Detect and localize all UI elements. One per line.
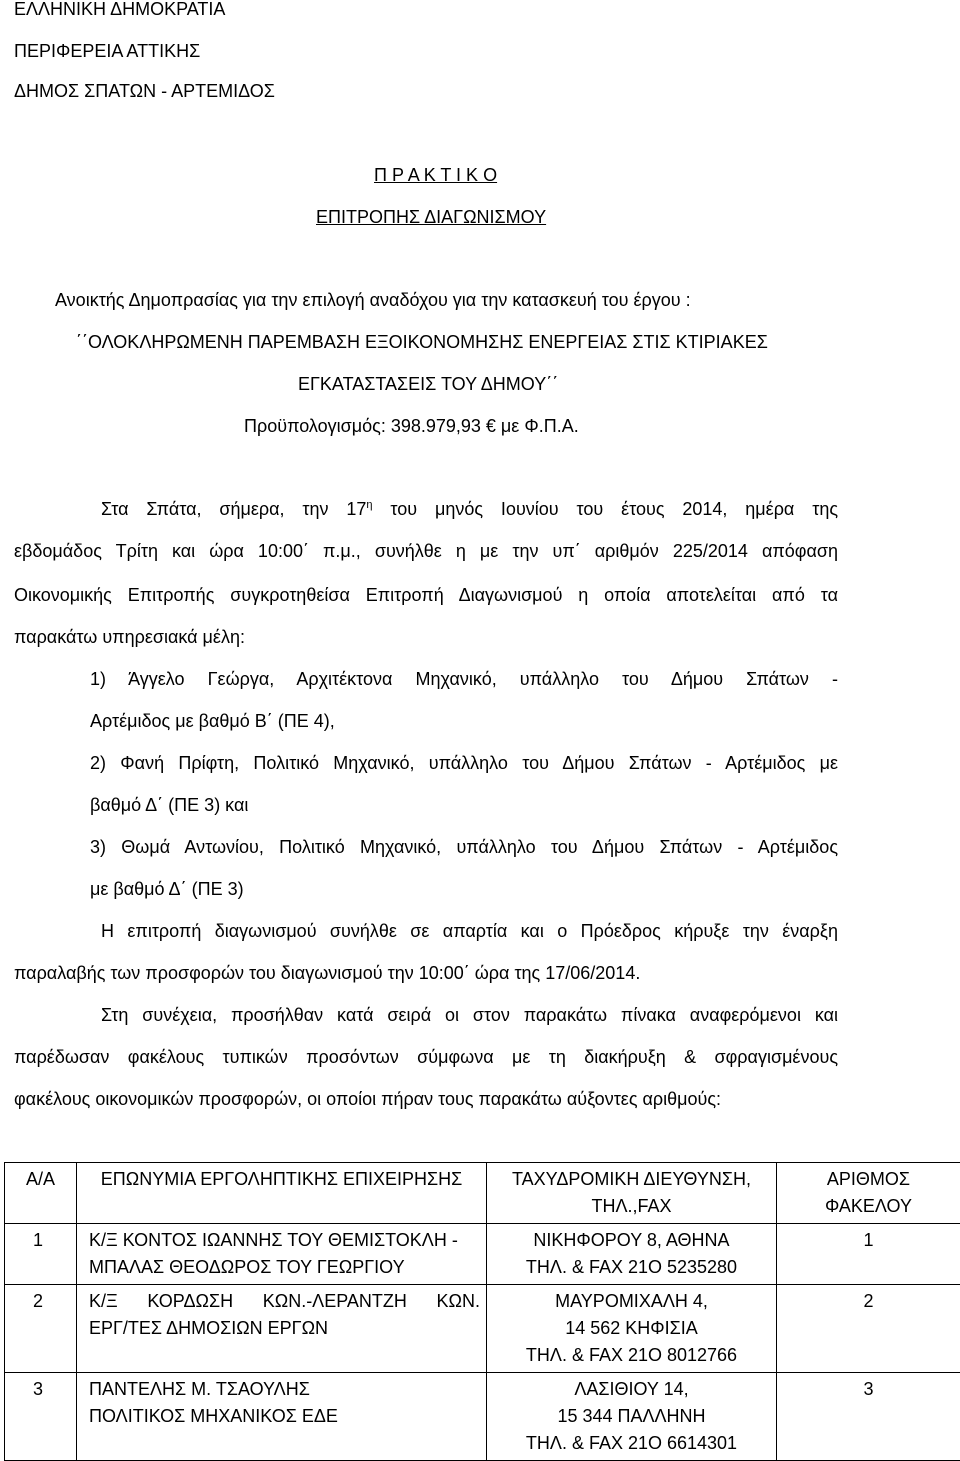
header-address [487, 1163, 777, 1224]
row-company-line-2: ΜΠΑΛΑΣ ΘΕΟΔΩΡΟΣ ΤΟΥ ΓΕΩΡΓΙΟΥ [89, 1254, 480, 1281]
row-file-number: 3 [777, 1373, 960, 1461]
document-subtitle: ΕΠΙΤΡΟΠΗΣ ΔΙΑΓΩΝΙΣΜΟΥ [316, 206, 546, 228]
row-company-line-1: Κ/Ξ ΚΟΝΤΟΣ ΙΩΑΝΝΗΣ ΤΟΥ ΘΕΜΙΣΤΟΚΛΗ - [89, 1227, 480, 1254]
member-3-line-1: 3) Θωμά Αντωνίου, Πολιτικό Μηχανικό, υπάλληλο του Δήμου Σπάτων - Αρτέμιδος [90, 836, 838, 858]
body-intro-line-4: παρακάτω υπηρεσιακά μέλη: [14, 626, 245, 648]
subject-line-1: Ανοικτής Δημοπρασίας για την επιλογή αναδόχου για την κατασκευή του έργου : [55, 289, 691, 311]
table-row [5, 1373, 960, 1461]
table-row [5, 1224, 960, 1285]
row-address-line-2: 14 562 ΚΗΦΙΣΙΑ [493, 1315, 770, 1342]
header-file-line-1: ΑΡΙΘΜΟΣ [783, 1166, 954, 1193]
header-file-number [777, 1163, 960, 1224]
row-file-number: 2 [777, 1285, 960, 1373]
row-address-line-2: 15 344 ΠΑΛΛΗΝΗ [493, 1403, 770, 1430]
bidders-table [4, 1162, 960, 1461]
member-1-line-2: Αρτέμιδος με βαθμό Β΄ (ΠΕ 4), [90, 710, 335, 732]
table-header-row [5, 1163, 960, 1224]
row-company-line-2: ΠΟΛΙΤΙΚΟΣ ΜΗΧΑΝΙΚΟΣ ΕΔΕ [89, 1403, 480, 1430]
body-intro-line-3: Οικονομικής Επιτροπής συγκροτηθείσα Επιτροπή Διαγωνισμού η οποία αποτελείται από τα [14, 584, 838, 606]
row-address [487, 1224, 777, 1285]
header-address-line-1: ΤΑΧΥΔΡΟΜΙΚΗ ΔΙΕΥΘΥΝΣΗ, [493, 1166, 770, 1193]
row-file-number: 1 [777, 1224, 960, 1285]
member-2-line-2: βαθμό Δ΄ (ΠΕ 3) και [90, 794, 248, 816]
row-address-line-1: ΜΑΥΡΟΜΙΧΑΛΗ 4, [493, 1288, 770, 1315]
row-company-line-2: ΕΡΓ/ΤΕΣ ΔΗΜΟΣΙΩΝ ΕΡΓΩΝ [89, 1315, 480, 1342]
row-address-line-1: ΝΙΚΗΦΟΡΟΥ 8, ΑΘΗΝΑ [493, 1227, 770, 1254]
row-address-line-1: ΛΑΣΙΘΙΟΥ 14, [493, 1376, 770, 1403]
header-line-3: ΔΗΜΟΣ ΣΠΑΤΩΝ - ΑΡΤΕΜΙΔΟΣ [14, 80, 275, 102]
quorum-line-1: Η επιτροπή διαγωνισμού συνήλθε σε απαρτία και ο Πρόεδρος κήρυξε την έναρξη [101, 920, 838, 942]
row-company-name [77, 1373, 487, 1461]
row-company-name [77, 1224, 487, 1285]
body-intro-line-2: εβδομάδος Τρίτη και ώρα 10:00΄ π.μ., συνήλθε η με την υπ΄ αριθμόν 225/2014 απόφαση [14, 540, 838, 562]
row-address [487, 1285, 777, 1373]
header-address-line-2: ΤΗΛ.,FAX [493, 1193, 770, 1220]
header-line-2: ΠΕΡΙΦΕΡΕΙΑ ΑΤΤΙΚΗΣ [14, 40, 200, 62]
row-aa: 1 [5, 1224, 77, 1285]
body-intro-line-1 [101, 498, 838, 520]
row-aa: 2 [5, 1285, 77, 1373]
quorum-line-2: παραλαβής των προσφορών του διαγωνισμού την 10:00΄ ώρα της 17/06/2014. [14, 962, 640, 984]
row-company-line-1: Κ/Ξ ΚΟΡΔΩΣΗ ΚΩΝ.-ΛΕΡΑΝΤΖΗ ΚΩΝ. [89, 1288, 480, 1315]
header-company-name: ΕΠΩΝΥΜΙΑ ΕΡΓΟΛΗΠΤΙΚΗΣ ΕΠΙΧΕΙΡΗΣΗΣ [77, 1163, 487, 1224]
body-intro-date: Στα Σπάτα, σήμερα, την 17 [101, 499, 366, 519]
document-title: Π Ρ Α Κ Τ Ι Κ Ο [374, 164, 497, 186]
header-line-1: ΕΛΛΗΝΙΚΗ ΔΗΜΟΚΡΑΤΙΑ [14, 0, 225, 20]
body-intro-rest: του μηνός Ιουνίου του έτους 2014, ημέρα της [373, 499, 838, 519]
bidders-line-1: Στη συνέχεια, προσήλθαν κατά σειρά οι στον παρακάτω πίνακα αναφερόμενοι και [101, 1004, 838, 1026]
member-1-line-1: 1) Άγγελο Γεώργα, Αρχιτέκτονα Μηχανικό, υπάλληλο του Δήμου Σπάτων - [90, 668, 838, 690]
header-file-line-2: ΦΑΚΕΛΟΥ [783, 1193, 954, 1220]
row-address-line-3: ΤΗΛ. & FAX 21Ο 8012766 [493, 1342, 770, 1369]
subject-line-2: ΄΄ΟΛΟΚΛΗΡΩΜΕΝΗ ΠΑΡΕΜΒΑΣΗ ΕΞΟΙΚΟΝΟΜΗΣΗΣ ΕΝΕΡΓΕΙΑΣ ΣΤΙΣ ΚΤΙΡΙΑΚΕΣ [76, 331, 768, 353]
table-row [5, 1285, 960, 1373]
member-2-line-1: 2) Φανή Πρίφτη, Πολιτικό Μηχανικό, υπάλληλο του Δήμου Σπάτων - Αρτέμιδος με [90, 752, 838, 774]
bidders-line-3: φακέλους οικονομικών προσφορών, οι οποίοι πήραν τους παρακάτω αύξοντες αριθμούς: [14, 1088, 721, 1110]
header-aa: Α/Α [5, 1163, 77, 1224]
row-company-name [77, 1285, 487, 1373]
body-intro-superscript: η [366, 499, 372, 511]
subject-line-3: ΕΓΚΑΤΑΣΤΑΣΕΙΣ ΤΟΥ ΔΗΜΟΥ΄΄ [298, 373, 558, 395]
row-address-line-2: ΤΗΛ. & FAX 21Ο 5235280 [493, 1254, 770, 1281]
bidders-line-2: παρέδωσαν φακέλους τυπικών προσόντων σύμφωνα με τη διακήρυξη & σφραγισμένους [14, 1046, 838, 1068]
row-address-line-3: ΤΗΛ. & FAX 21Ο 6614301 [493, 1430, 770, 1457]
member-3-line-2: με βαθμό Δ΄ (ΠΕ 3) [90, 878, 244, 900]
row-address [487, 1373, 777, 1461]
subject-budget: Προϋπολογισμός: 398.979,93 € με Φ.Π.Α. [244, 415, 579, 437]
row-aa: 3 [5, 1373, 77, 1461]
row-company-line-1: ΠΑΝΤΕΛΗΣ Μ. ΤΣΑΟΥΛΗΣ [89, 1376, 480, 1403]
